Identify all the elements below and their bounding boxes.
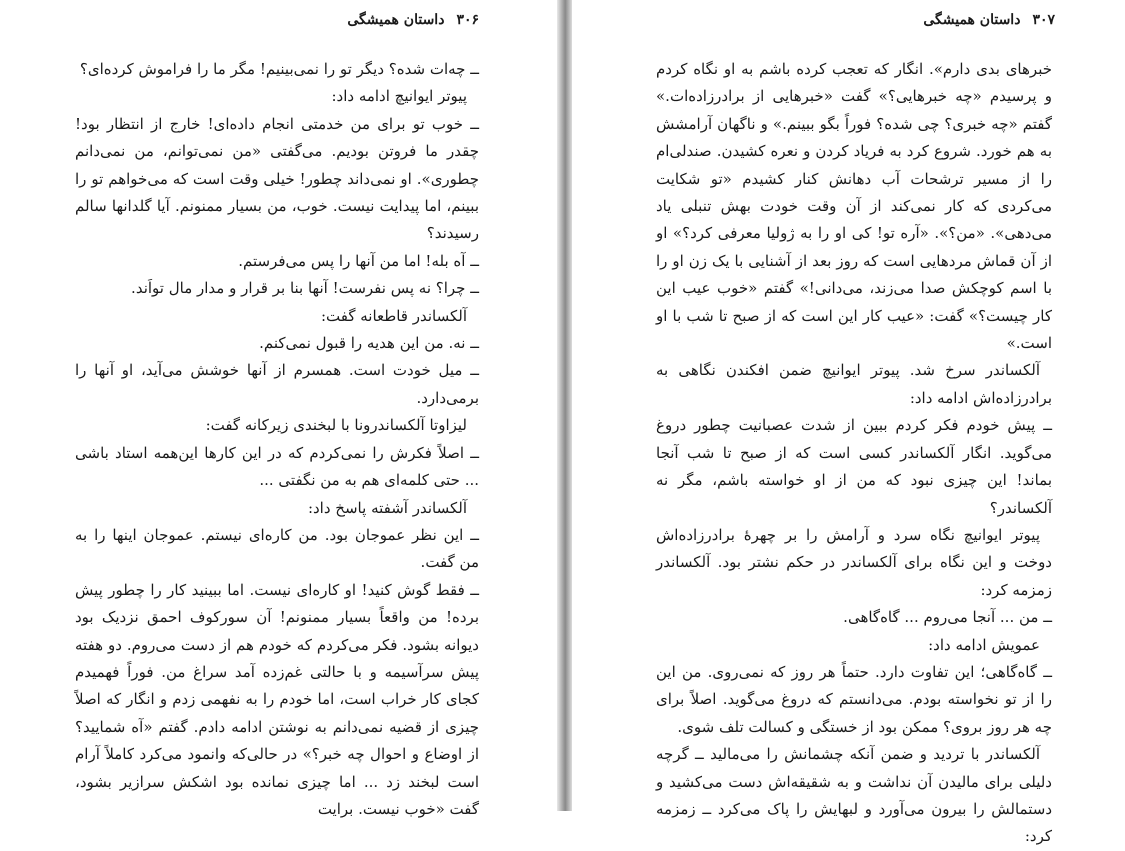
paragraph: آلکساندر آشفته پاسخ داد: [307,498,467,517]
paragraph: پیوتر ایوانیچ نگاه سرد و آرامش را بر چهرهٔ برادرزاده‌اش دوخت و این نگاه برای آلکساندر در حکم نشتر بود. آلکساندر زمزمه کرد: [656,525,1052,599]
paragraph: آلکساندر با تردید و ضمن آنکه چشمانش را می‌مالید ــ گرچه دلیلی برای مالیدن آن نداشت و به شقیقه‌اش دست می‌کشید و دستمالش را بیرون می‌آورد و لبهایش را پاک می‌کرد ــ زمزمه کرد: [656,745,1052,846]
right-page-header [923,12,1055,28]
right-page-number: ۳۰۷ [1032,12,1055,28]
paragraph: ــ اصلاً فکرش را نمی‌کردم که در این کارها این‌همه استاد باشی ... حتی کلمه‌ای هم به من نگفتی ... [75,443,479,490]
paragraph: ــ خوب تو برای من خدمتی انجام داده‌ای! خارج از انتظار بود! چقدر ما فروتن بودیم. می‌گفتی «من نمی‌توانم، من نمی‌دانم چطوری». او نمی‌داند چطور! خیلی وقت است که می‌خواهم تو را ببینم، اما پیدایت نیست. خوب، من بسیار ممنونم. آیا گلدانها سالم رسیدند؟ [75,114,479,243]
left-running-title: داستان همیشگی [347,12,445,28]
left-page-number: ۳۰۶ [456,12,479,28]
left-page [0,0,557,818]
right-running-title: داستان همیشگی [923,12,1021,28]
paragraph: آلکساندر سرخ شد. پیوتر ایوانیچ ضمن افکندن نگاهی به برادرزاده‌اش ادامه داد: [656,361,1052,407]
paragraph: ــ فقط گوش کنید! او کاره‌ای نیست. اما ببینید کار را چطور پیش برده! من واقعاً بسیار ممنونم! آن سورکوف احمق نزدیک بود دیوانه بشود. فکر می‌کردم که خودم هم از دست می‌روم. دو هفته پیش سرآسیمه و با حالتی غم‌زده آمد سراغ من. فوراً فهمیدم کجای کار خراب است، اما خودم را به نفهمی زدم و انگار که اصلاً چیزی از قضیه نمی‌دانم به نوشتن ادامه دادم. گفتم «آه شمایید؟ از اوضاع و احوال چه خبر؟» در حالی‌که وانمود می‌کرد کاملاً آرام است لبخند زد ... اما چیزی نمانده بود اشکش سرازیر بشود، گفت «خوب نیست. برایت [75,580,479,818]
left-page-body [75,56,479,823]
paragraph: ــ چرا؟ نه پس نفرست! آنها بنا بر قرار و مدار مال تواَند. [131,279,479,298]
paragraph: ــ من ... آنجا می‌روم ... گاه‌گاهی. [843,608,1052,627]
paragraph: لیزاوتا آلکساندرونا با لبخندی زیرکانه گفت: [205,416,467,435]
paragraph: ــ این نظر عموجان بود. من کاره‌ای نیستم. عموجان اینها را به من گفت. [75,525,479,572]
paragraph: ــ پیش خودم فکر کردم ببین از شدت عصبانیت چطور دروغ می‌گوید. انگار آلکساندر کسی است که از صبح تا شب آنجا بماند! این چیزی نبود که من از او خواسته باشم، مگر نه آلکساندر؟ [656,416,1052,517]
paragraph: ــ میل خودت است. همسرم از آنها خوشش می‌آید، او آنها را برمی‌دارد. [75,361,479,407]
book-gutter [557,0,572,811]
paragraph: عمویش ادامه داد: [928,635,1040,654]
right-page [572,0,1125,846]
paragraph: ــ چه‌ات شده؟ دیگر تو را نمی‌بینیم! مگر ما را فراموش کرده‌ای؟ [79,60,479,78]
paragraph: ــ گاه‌گاهی؛ این تفاوت دارد. حتماً هر روز که نمی‌روی. من این را از تو نخواسته بودم. می‌دانستم که دروغ می‌گوید. اصلاً برای چه هر روز بروی؟ ممکن بود از خستگی و کسالت تلف شوی. [656,662,1052,736]
right-page-body [656,56,1052,851]
paragraph: ــ آه بله! اما من آنها را پس می‌فرستم. [238,251,479,270]
left-page-header [347,12,479,28]
paragraph: خبرهای بدی دارم». انگار که تعجب کرده باشم به او نگاه کردم و پرسیدم «چه خبرهایی؟» گفت «خبرهایی از برادرزاده‌ات.» گفتم «چه خبری؟ چی شده؟ فوراً بگو ببینم.» و ناگهان آرامشش به هم خورد. شروع کرد به فریاد کردن و نعره کشیدن. صندلی‌ام را از مسیر ترشحات آب دهانش کنار کشیدم «تو شکایت می‌کردی که کار نمی‌کند از آن وقت خودت بهش تنبلی یاد می‌دهی». «من؟». «آره تو! کی او را به ژولیا معرفی کرد؟» او از آن قماش مردهایی است که روز بعد از آشنایی با یک زن او را با اسم کوچکش صدا می‌زند، می‌دانی!» گفتم «خوب عیب این کار چیست؟» گفت: «عیب کار این است که از صبح تا شب با او است.» [656,60,1052,353]
paragraph: پیوتر ایوانیچ ادامه داد: [331,87,467,106]
paragraph: آلکساندر قاطعانه گفت: [320,306,467,325]
paragraph: ــ نه. من این هدیه را قبول نمی‌کنم. [259,334,479,353]
